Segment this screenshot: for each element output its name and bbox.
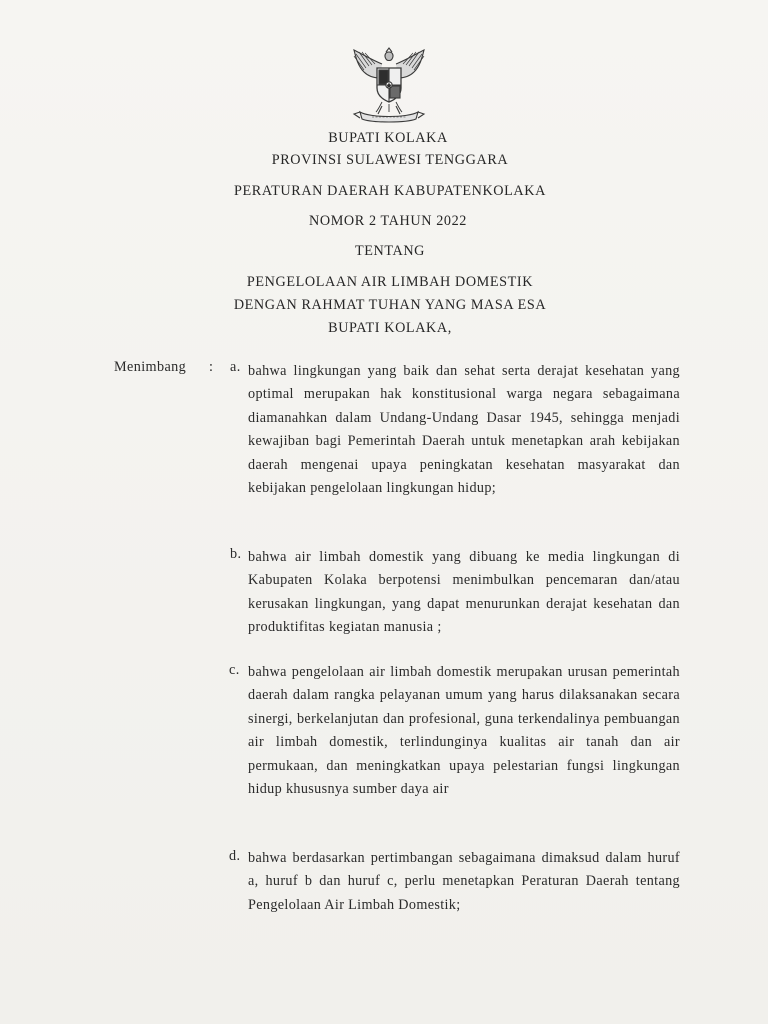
considering-item-b: bahwa air limbah domestik yang dibuang ke media lingkungan di Kabupaten Kolaka berpotensi menimbulkan pencemaran dan/atau kerusakan lingkungan, yang dapat menurunkan derajat kesehatan dan produktifitas kegiatan manusia ; [248, 549, 680, 636]
considering-item-c: bahwa pengelolaan air limbah domestik merupakan urusan pemerintah daerah dalam rangka pelayanan umum yang harus dilaksanakan secara sinergi, berkelanjutan dan profesional, guna terkendalinya pembuangan air limbah domestik, terlindunginya kualitas air tanah dan air permukaan, dan meningkatkan upaya pelestarian fungsi lingkungan hidup khususnya sumber daya air [248, 664, 680, 798]
garuda-emblem-icon [342, 46, 436, 124]
considering-item-d: bahwa berdasarkan pertimbangan sebagaimana dimaksud dalam huruf a, huruf b dan huruf c, perlu menetapkan Peraturan Daerah tentang Pengelolaan Air Limbah Domestik; [248, 850, 680, 913]
about-label: TENTANG [354, 243, 426, 259]
province-name: PROVINSI SULAWESI TENGGARA [271, 152, 509, 168]
regulation-number: NOMOR 2 TAHUN 2022 [309, 213, 467, 229]
item-letter-c: c. [229, 662, 240, 678]
issuer-title: BUPATI KOLAKA [328, 130, 448, 146]
considering-label: Menimbang [114, 359, 187, 375]
regulation-subject: PENGELOLAAN AIR LIMBAH DOMESTIK [246, 274, 534, 290]
invocation-line: DENGAN RAHMAT TUHAN YANG MASA ESA [233, 297, 547, 313]
considering-item-a: bahwa lingkungan yang baik dan sehat serta derajat kesehatan yang optimal merupakan hak konstitusional warga negara sebagaimana diamanahkan dalam Undang-Undang Dasar 1945, sehingga menjadi kewajiban bagi Pemerintah Daerah untuk menetapkan arah kebijakan daerah mengenai upaya peningkatan kesehatan masyarakat dan kebijakan pengelolaan lingkungan hidup; [248, 363, 680, 497]
considering-colon: : [209, 359, 214, 375]
item-letter-d: d. [229, 848, 241, 864]
regulation-type: PERATURAN DAERAH KABUPATENKOLAKA [234, 183, 546, 199]
issuer-signoff: BUPATI KOLAKA, [328, 320, 452, 336]
considering-section-label [114, 359, 214, 376]
item-letter-b: b. [230, 546, 242, 562]
item-letter-a: a. [230, 359, 241, 375]
